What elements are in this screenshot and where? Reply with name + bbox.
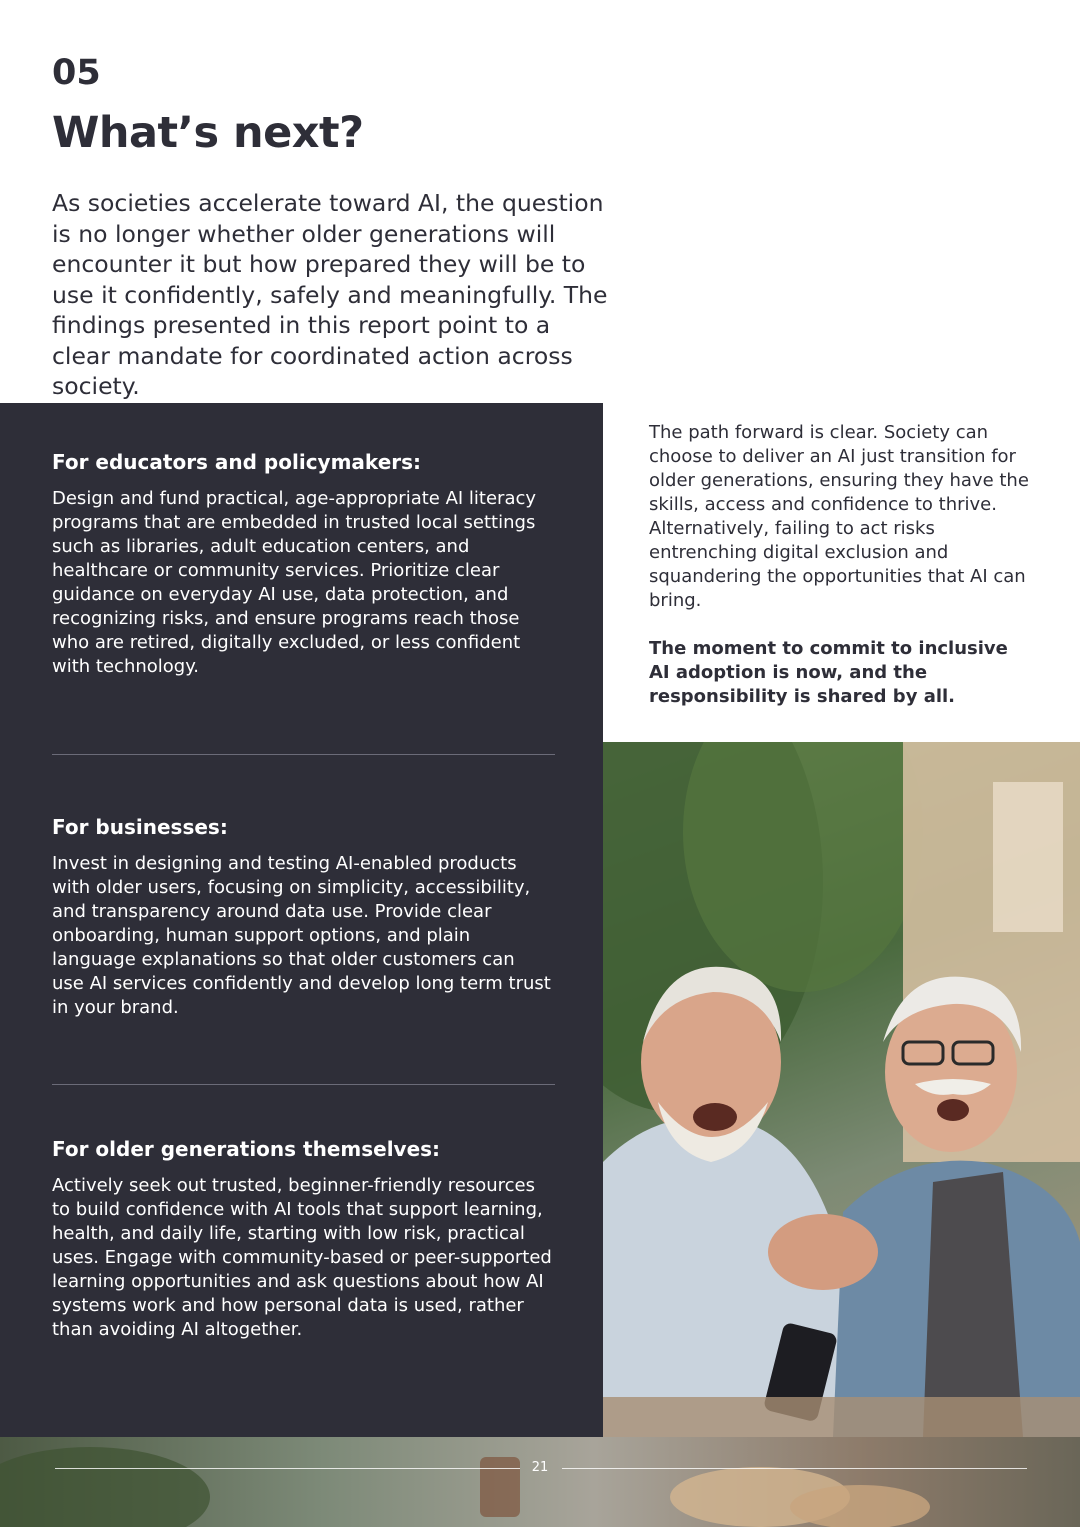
recommendation-heading: For older generations themselves: <box>52 1137 441 1161</box>
recommendation-educators <box>52 449 552 679</box>
recommendation-body: Invest in designing and testing AI-enabled products with older users, focusing on simplicity, accessibility, and transparency around data use. Provide clear onboarding, human support options, and plain language explanations so that older customers can use AI services confidently and develop long term trust in your brand. <box>52 853 551 1018</box>
divider <box>52 1084 555 1085</box>
conclusion-emphasis: The moment to commit to inclusive AI adoption is now, and the responsibility is shared by all. <box>649 638 1008 707</box>
recommendation-older-generations <box>52 1136 552 1342</box>
recommendations-panel <box>0 403 603 1437</box>
photo-illustration <box>603 742 1080 1437</box>
recommendation-body: Actively seek out trusted, beginner-friendly resources to build confidence with AI tools that support learning, health, and daily life, starting with low risk, practical uses. Engage with community-based or peer-supported learning opportunities and ask questions about how AI systems work and how personal data is used, rather than avoiding AI altogether. <box>52 1175 552 1340</box>
page-title: What’s next? <box>52 108 364 158</box>
conclusion-paragraph: The path forward is clear. Society can choose to deliver an AI just transition for older generations, ensuring they have the skills, access and confidence to thrive. Alternatively, failing to act risks entrenching digital exclusion and squandering the opportunities that AI can bring. <box>649 422 1029 611</box>
recommendation-body: Design and fund practical, age-appropriate AI literacy programs that are embedded in trusted local settings such as libraries, adult education centers, and healthcare or community services. Prioritize clear guidance on everyday AI use, data protection, and recognizing risks, and ensure programs reach those who are retired, digitally excluded, or less confident with technology. <box>52 488 537 677</box>
page-number: 21 <box>531 1460 549 1475</box>
photo-table-illustration <box>0 1437 1080 1527</box>
photo-table-foreground <box>0 1437 1080 1527</box>
intro-paragraph: As societies accelerate toward AI, the question is no longer whether older generations will encounter it but how prepared they will be to use it confidently, safely and meaningfully. The findings presented in this report point to a clear mandate for coordinated action across society. <box>52 189 608 400</box>
conclusion <box>649 421 1029 733</box>
section-number: 05 <box>52 53 101 93</box>
divider <box>52 754 555 755</box>
footer-rule-left <box>55 1468 520 1469</box>
footer-rule-right <box>562 1468 1027 1469</box>
recommendation-businesses <box>52 814 552 1020</box>
recommendation-heading: For businesses: <box>52 815 228 839</box>
photo-two-older-men-celebrating <box>603 742 1080 1437</box>
recommendation-heading: For educators and policymakers: <box>52 450 422 474</box>
